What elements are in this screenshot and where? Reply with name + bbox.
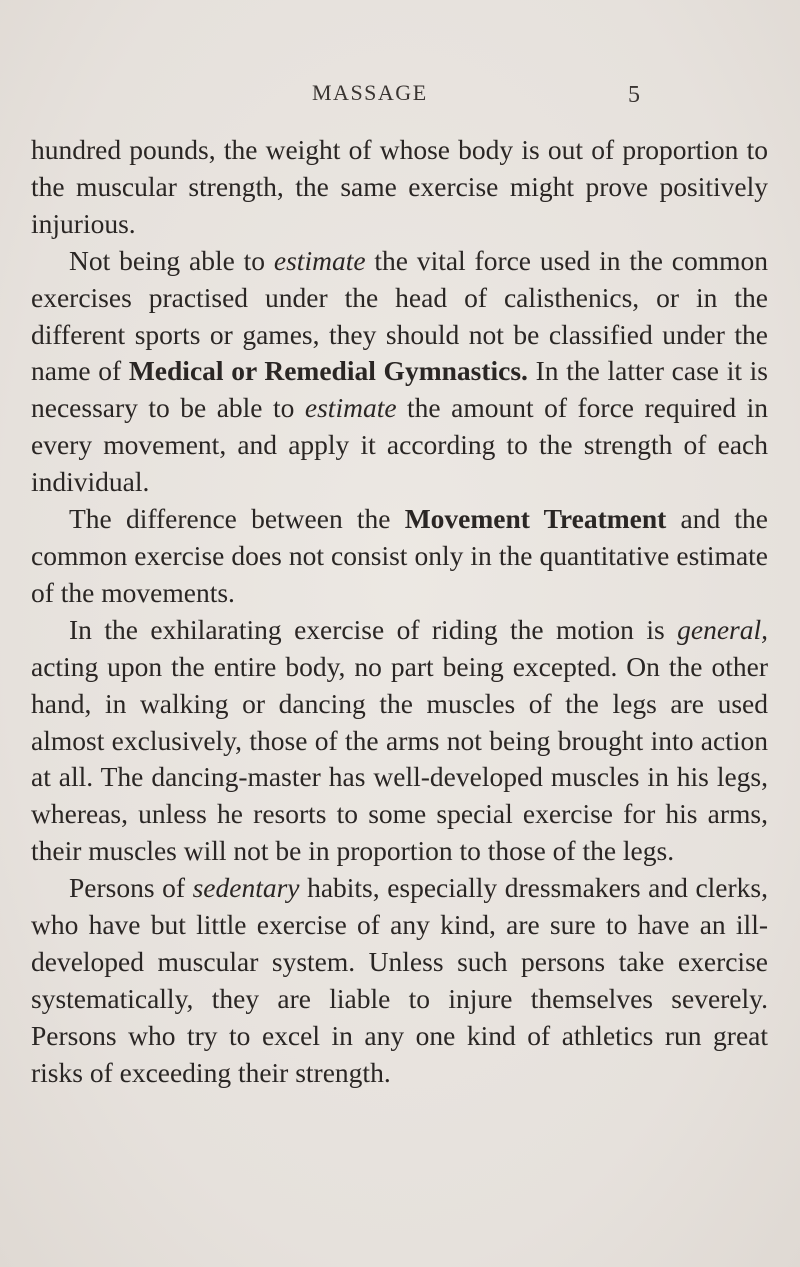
running-title: MASSAGE <box>312 80 428 105</box>
paragraph-2-text-b: the vital force used in the common exercises practised under the head of calisthenics, or in the different sports or games, they should not be classified under the name of <box>31 244 768 387</box>
emphasis-estimate-2: estimate <box>304 392 397 424</box>
emphasis-estimate: estimate <box>273 244 366 276</box>
paragraph-3 <box>31 501 768 612</box>
paragraph-2-text-c: In the latter case it is necessary to be able to <box>31 355 768 424</box>
paragraph-5-text-a: Persons of <box>69 872 193 904</box>
paragraph-1 <box>31 132 768 243</box>
paragraph-5-text-b: habits, especially dressmakers and clerks, who have but little exercise of any kind, are sure to have an ill-developed muscular system. Unless such persons take exercise systematically, they are liable to injure themselves severely. Persons who try to excel in any one kind of athletics run great risks of exceeding their strength. <box>31 872 768 1088</box>
emphasis-sedentary: sedentary <box>192 872 300 904</box>
paragraph-2-text-a: Not being able to <box>69 244 274 276</box>
paragraph-5 <box>31 870 768 1091</box>
paragraph-3-text-b: and the common exercise does not consist only in the quantitative estimate of the movements. <box>31 503 768 608</box>
running-head <box>0 80 800 110</box>
emphasis-general: general, <box>677 613 768 645</box>
paragraph-4 <box>31 612 768 870</box>
paragraph-2 <box>31 243 768 501</box>
page-number: 5 <box>628 82 640 108</box>
term-medical-gymnastics: Medical or Remedial Gymnastics. <box>128 355 528 387</box>
paragraph-4-text-a: In the exhilarating exercise of riding the motion is <box>69 613 678 645</box>
paragraph-4-text-b: acting upon the entire body, no part being excepted. On the other hand, in walking or dancing the muscles of the legs are used almost exclusively, those of the arms not being brought into action at all. The dancing-master has well-developed muscles in his legs, whereas, unless he resorts to some special exercise for his arms, their muscles will not be in proportion to those of the legs. <box>31 650 768 867</box>
body-text <box>31 132 768 1092</box>
paragraph-2-text-d: the amount of force required in every movement, and apply it according to the strength of each individual. <box>31 392 768 498</box>
paragraph-1-text: hundred pounds, the weight of whose body is out of proportion to the muscular strength, the same exercise might prove positively injurious. <box>31 134 768 239</box>
paragraph-3-text-a: The difference between the <box>69 503 405 535</box>
term-movement-treatment: Movement Treatment <box>404 503 667 535</box>
